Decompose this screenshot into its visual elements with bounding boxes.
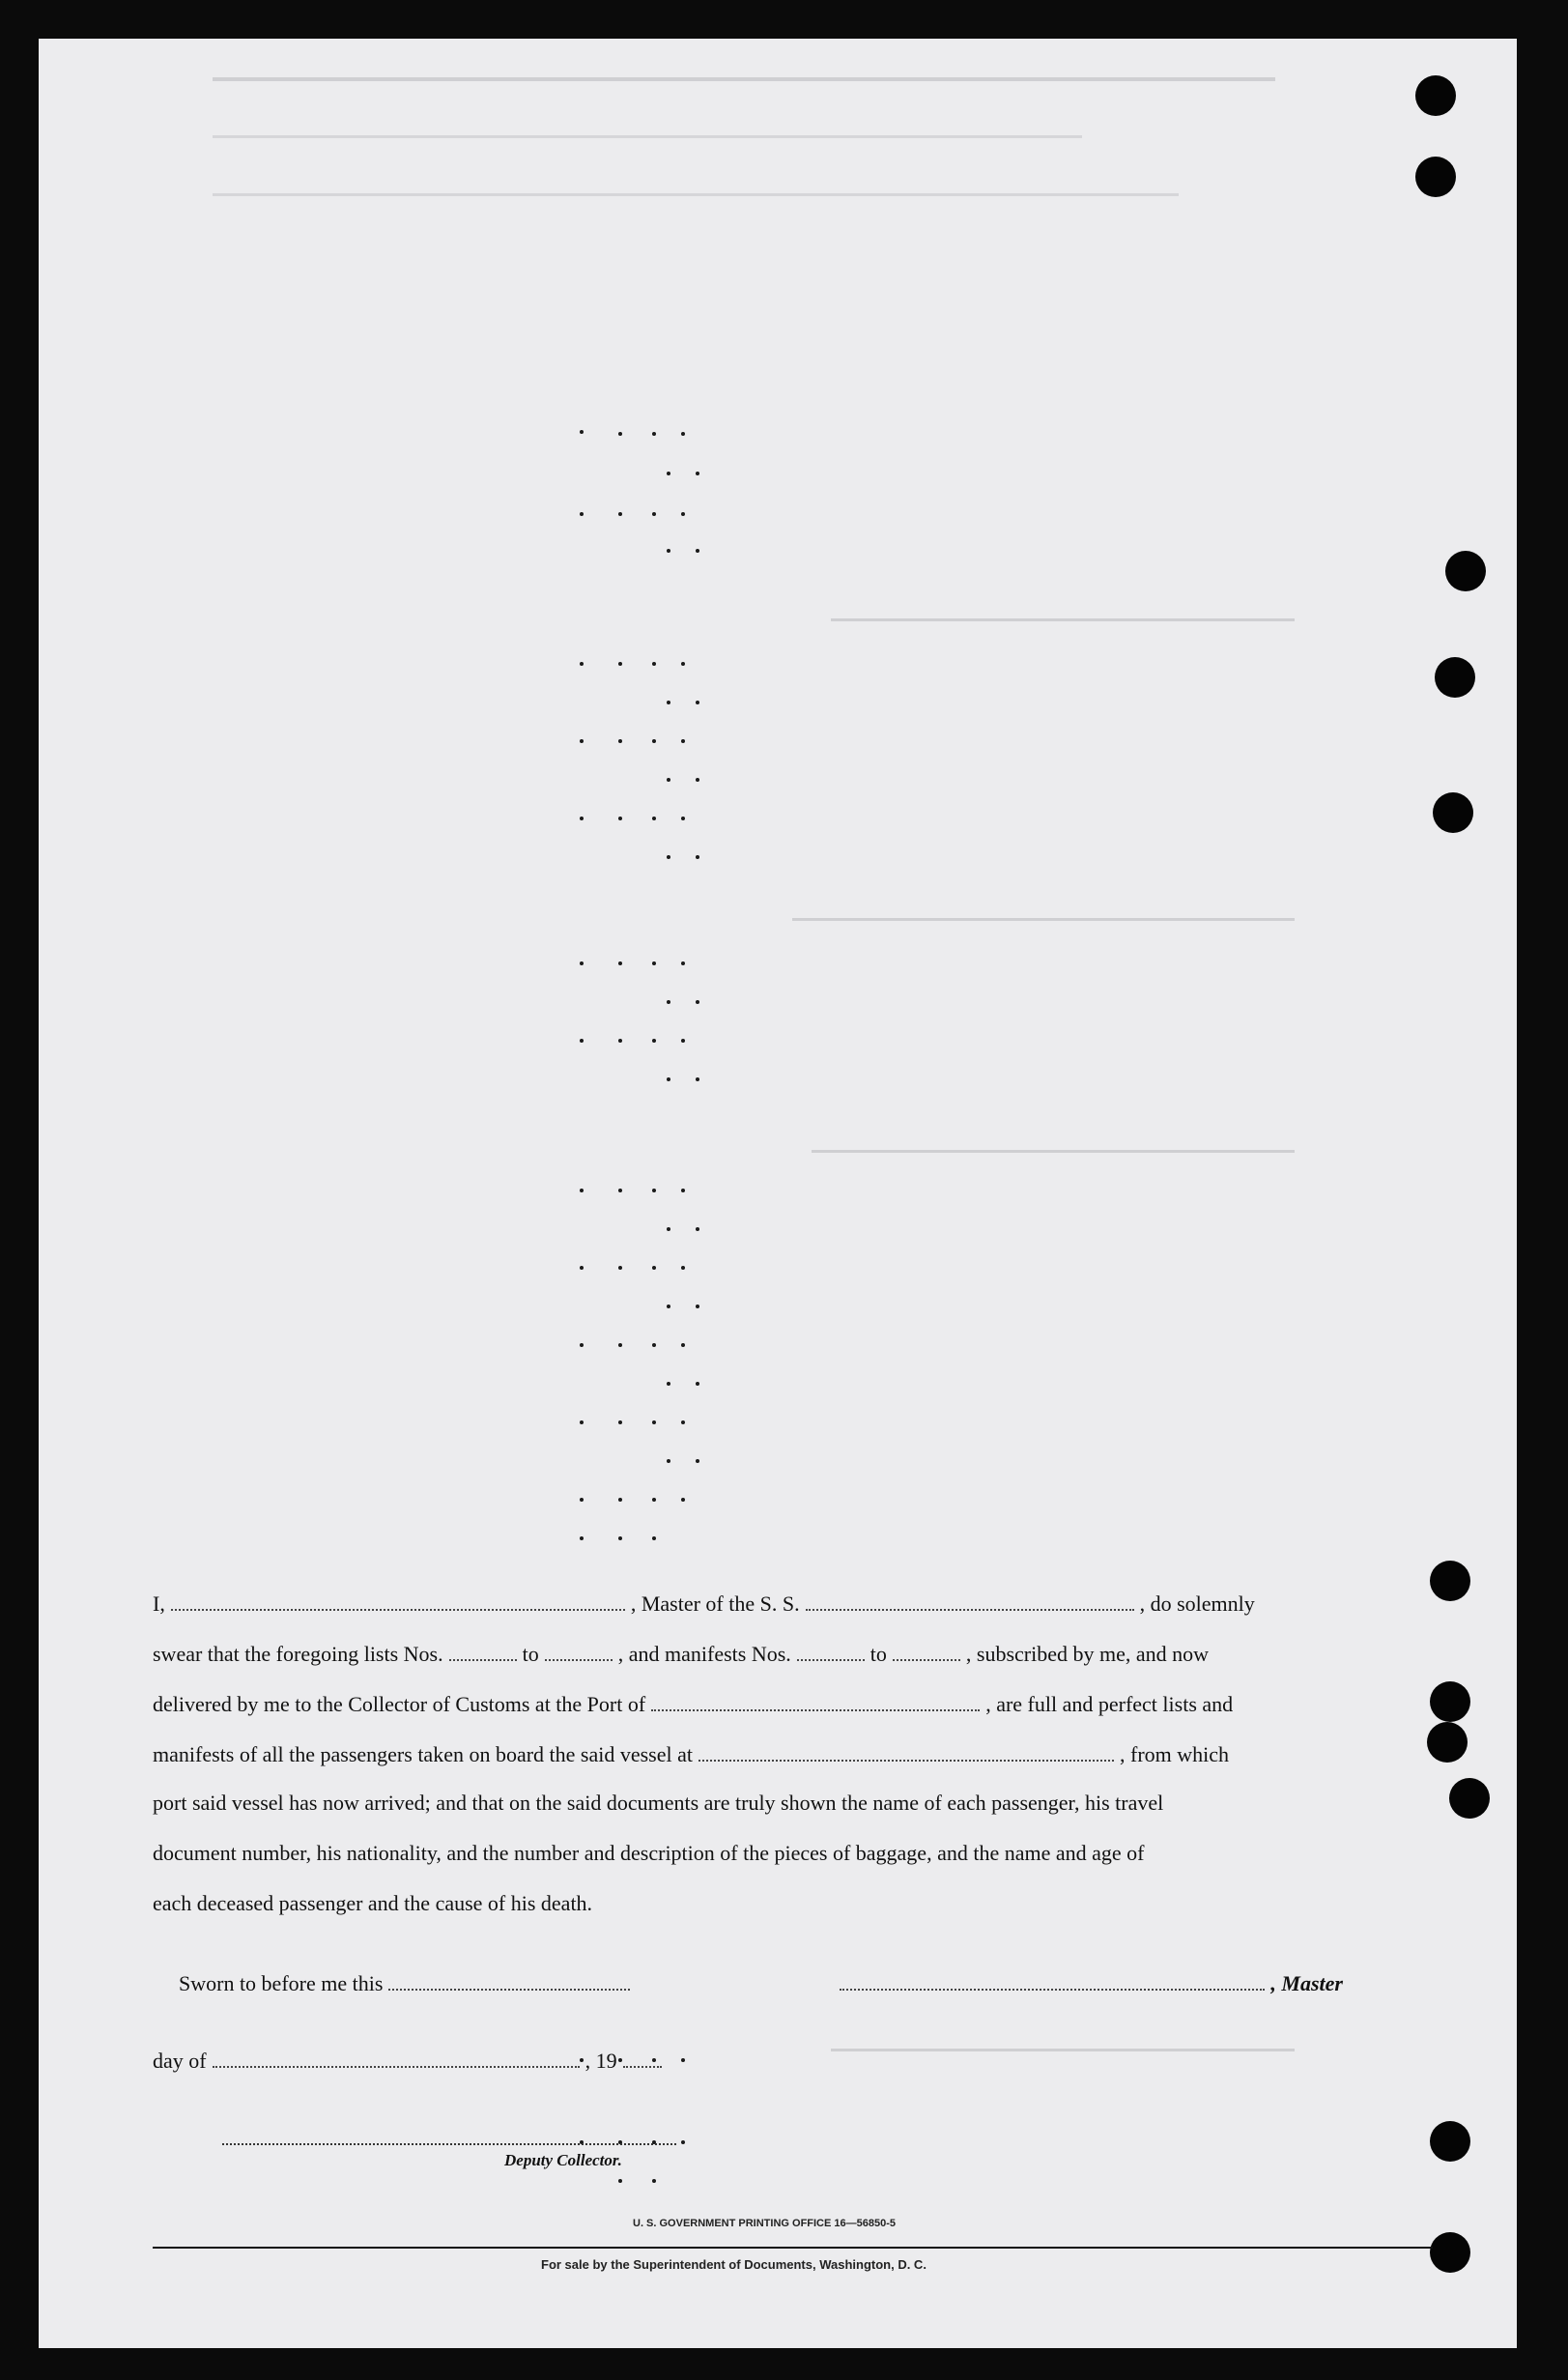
- manifests-from-field[interactable]: [797, 1640, 865, 1661]
- master-signature-field[interactable]: [840, 1969, 1265, 1991]
- oath-line-3: [153, 1690, 1428, 1729]
- ship-name-field[interactable]: [806, 1590, 1134, 1611]
- port-field[interactable]: [651, 1690, 980, 1711]
- punch-hole: [1430, 2121, 1470, 2162]
- oath-text: , and manifests Nos.: [617, 1642, 791, 1666]
- punch-hole: [1449, 1778, 1490, 1819]
- master-name-field[interactable]: [171, 1590, 625, 1611]
- bleed-through-mark: [213, 77, 1275, 81]
- oath-line-6: [153, 1841, 1428, 1879]
- deputy-collector-label: Deputy Collector.: [504, 2151, 622, 2169]
- oath-text: document number, his nationality, and the number and description of the pieces of baggage, and the name and age of: [153, 1841, 1145, 1865]
- master-label: , Master: [1270, 1971, 1343, 1995]
- punch-hole: [1427, 1722, 1468, 1763]
- oath-text: , are full and perfect lists and: [985, 1692, 1234, 1716]
- bleed-through-mark: [213, 135, 1082, 138]
- oath-text: swear that the foregoing lists Nos.: [153, 1642, 443, 1666]
- oath-text: I,: [153, 1591, 165, 1616]
- punch-hole: [1445, 551, 1486, 591]
- gpo-imprint: U. S. GOVERNMENT PRINTING OFFICE 16—56850-5: [633, 2218, 897, 2229]
- oath-text: each deceased passenger and the cause of his death.: [153, 1891, 593, 1915]
- lists-to-field[interactable]: [545, 1640, 613, 1661]
- oath-text: , do solemnly: [1139, 1591, 1255, 1616]
- footer-rule: [153, 2247, 1433, 2249]
- bleed-through-mark: [812, 1150, 1295, 1153]
- deputy-signature-line[interactable]: [222, 2143, 676, 2145]
- punch-hole: [1415, 157, 1456, 197]
- day-of-line: [153, 2047, 1428, 2085]
- punch-hole: [1430, 1561, 1470, 1601]
- oath-text: port said vessel has now arrived; and that on the said documents are truly shown the name of each passenger, his travel: [153, 1791, 1164, 1815]
- year-label: , 19: [584, 2049, 617, 2073]
- punch-hole: [1433, 792, 1473, 833]
- form-page: [39, 39, 1517, 2348]
- bleed-through-mark: [792, 918, 1295, 921]
- oath-line-5: [153, 1791, 1428, 1829]
- oath-text: to: [870, 1642, 887, 1666]
- year-field[interactable]: [623, 2047, 662, 2068]
- departure-port-field[interactable]: [698, 1740, 1114, 1762]
- month-field[interactable]: [213, 2047, 580, 2068]
- oath-text: , from which: [1120, 1742, 1230, 1766]
- oath-line-2: [153, 1640, 1428, 1678]
- bleed-through-mark: [831, 618, 1295, 621]
- oath-text: delivered by me to the Collector of Customs at the Port of: [153, 1692, 646, 1716]
- oath-line-7: [153, 1891, 1428, 1930]
- sworn-line: [179, 1969, 1454, 2008]
- punch-hole: [1430, 1681, 1470, 1722]
- sworn-date-field[interactable]: [388, 1969, 630, 1991]
- sale-notice: For sale by the Superintendent of Documents, Washington, D. C.: [541, 2257, 927, 2272]
- oath-line-4: [153, 1740, 1428, 1779]
- day-of-label: day of: [153, 2049, 207, 2073]
- punch-hole: [1430, 2232, 1470, 2273]
- bleed-through-mark: [213, 193, 1179, 196]
- oath-text: to: [522, 1642, 539, 1666]
- punch-hole: [1435, 657, 1475, 698]
- manifests-to-field[interactable]: [893, 1640, 960, 1661]
- oath-text: manifests of all the passengers taken on board the said vessel at: [153, 1742, 694, 1766]
- punch-hole: [1415, 75, 1456, 116]
- lists-from-field[interactable]: [449, 1640, 517, 1661]
- oath-line-1: [153, 1590, 1428, 1628]
- oath-text: , subscribed by me, and now: [965, 1642, 1210, 1666]
- oath-text: , Master of the S. S.: [630, 1591, 800, 1616]
- sworn-label: Sworn to before me this: [179, 1971, 384, 1995]
